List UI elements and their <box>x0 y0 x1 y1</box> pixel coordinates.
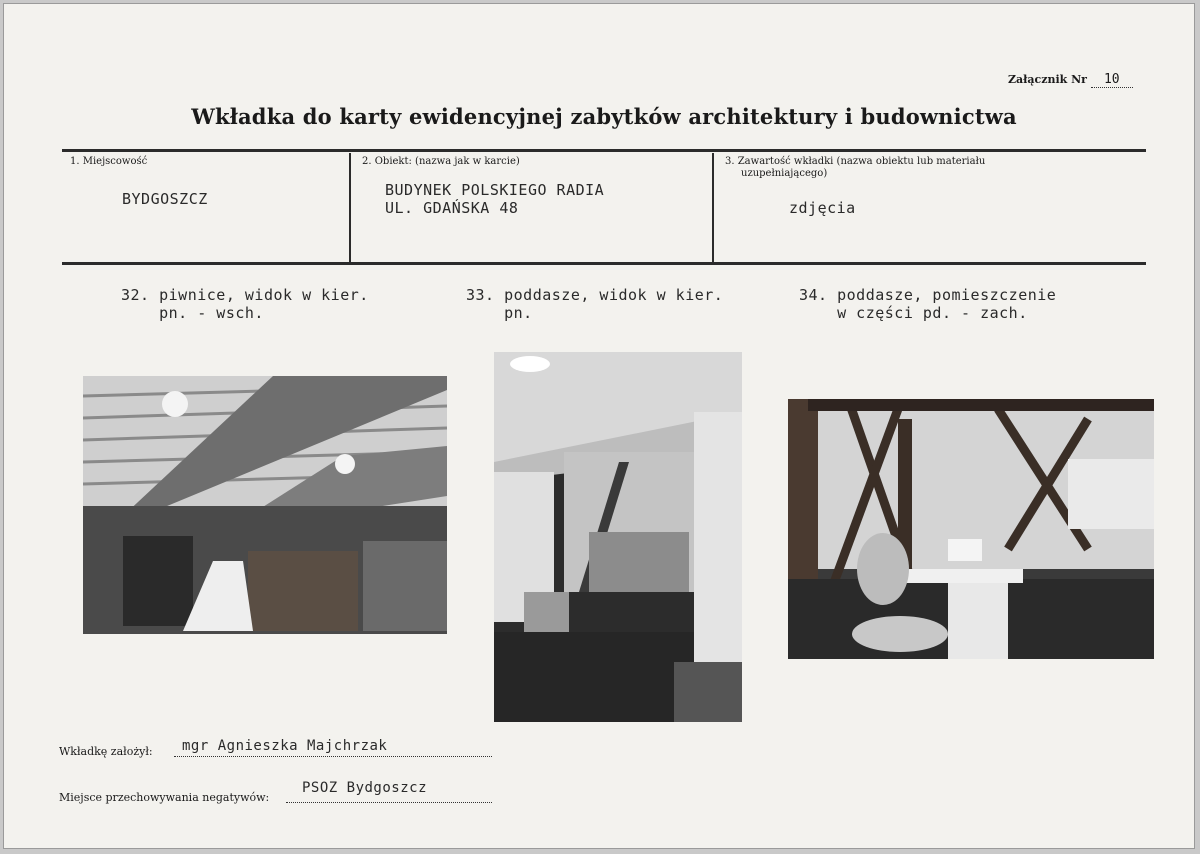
photo-33-caption-2: pn. <box>466 304 533 322</box>
locality-label: 1. Miejscowość <box>70 156 148 167</box>
photo-32-caption-2: pn. - wsch. <box>121 304 264 322</box>
bottom-rule <box>62 262 1146 265</box>
object-label: 2. Obiekt: (nazwa jak w karcie) <box>362 156 520 167</box>
column-divider-1 <box>349 153 351 264</box>
photo-32-caption-1: 32. piwnice, widok w kier. <box>121 286 369 304</box>
document-sheet <box>3 3 1195 849</box>
top-rule <box>62 149 1146 152</box>
column-divider-2 <box>712 153 714 264</box>
object-name: BUDYNEK POLSKIEGO RADIA <box>385 181 605 199</box>
contents-value: zdjęcia <box>789 199 856 217</box>
negatives-label: Miejsce przechowywania negatywów: <box>59 791 270 804</box>
author-line <box>174 756 492 757</box>
author-value: mgr Agnieszka Majchrzak <box>182 738 388 754</box>
object-address: UL. GDAŃSKA 48 <box>385 199 519 217</box>
negatives-line <box>286 802 492 803</box>
photo-34-caption-1: 34. poddasze, pomieszczenie <box>799 286 1057 304</box>
annex-number <box>1008 72 1133 88</box>
annex-label: Załącznik Nr <box>1008 73 1087 86</box>
contents-label-2: uzupełniającego) <box>741 168 828 179</box>
photo-32-basement <box>83 376 447 634</box>
photo-33-attic <box>494 352 742 722</box>
annex-value: 10 <box>1091 72 1133 88</box>
negatives-value: PSOZ Bydgoszcz <box>302 780 428 796</box>
page-title: Wkładka do karty ewidencyjnej zabytków architektury i budownictwa <box>191 104 1017 129</box>
author-label: Wkładkę założył: <box>59 745 153 758</box>
locality-value: BYDGOSZCZ <box>122 190 208 208</box>
photo-34-caption-2: w części pd. - zach. <box>799 304 1028 322</box>
photo-33-caption-1: 33. poddasze, widok w kier. <box>466 286 724 304</box>
contents-label-1: 3. Zawartość wkładki (nazwa obiektu lub materiału <box>725 156 986 167</box>
photo-34-attic-room <box>788 399 1154 659</box>
